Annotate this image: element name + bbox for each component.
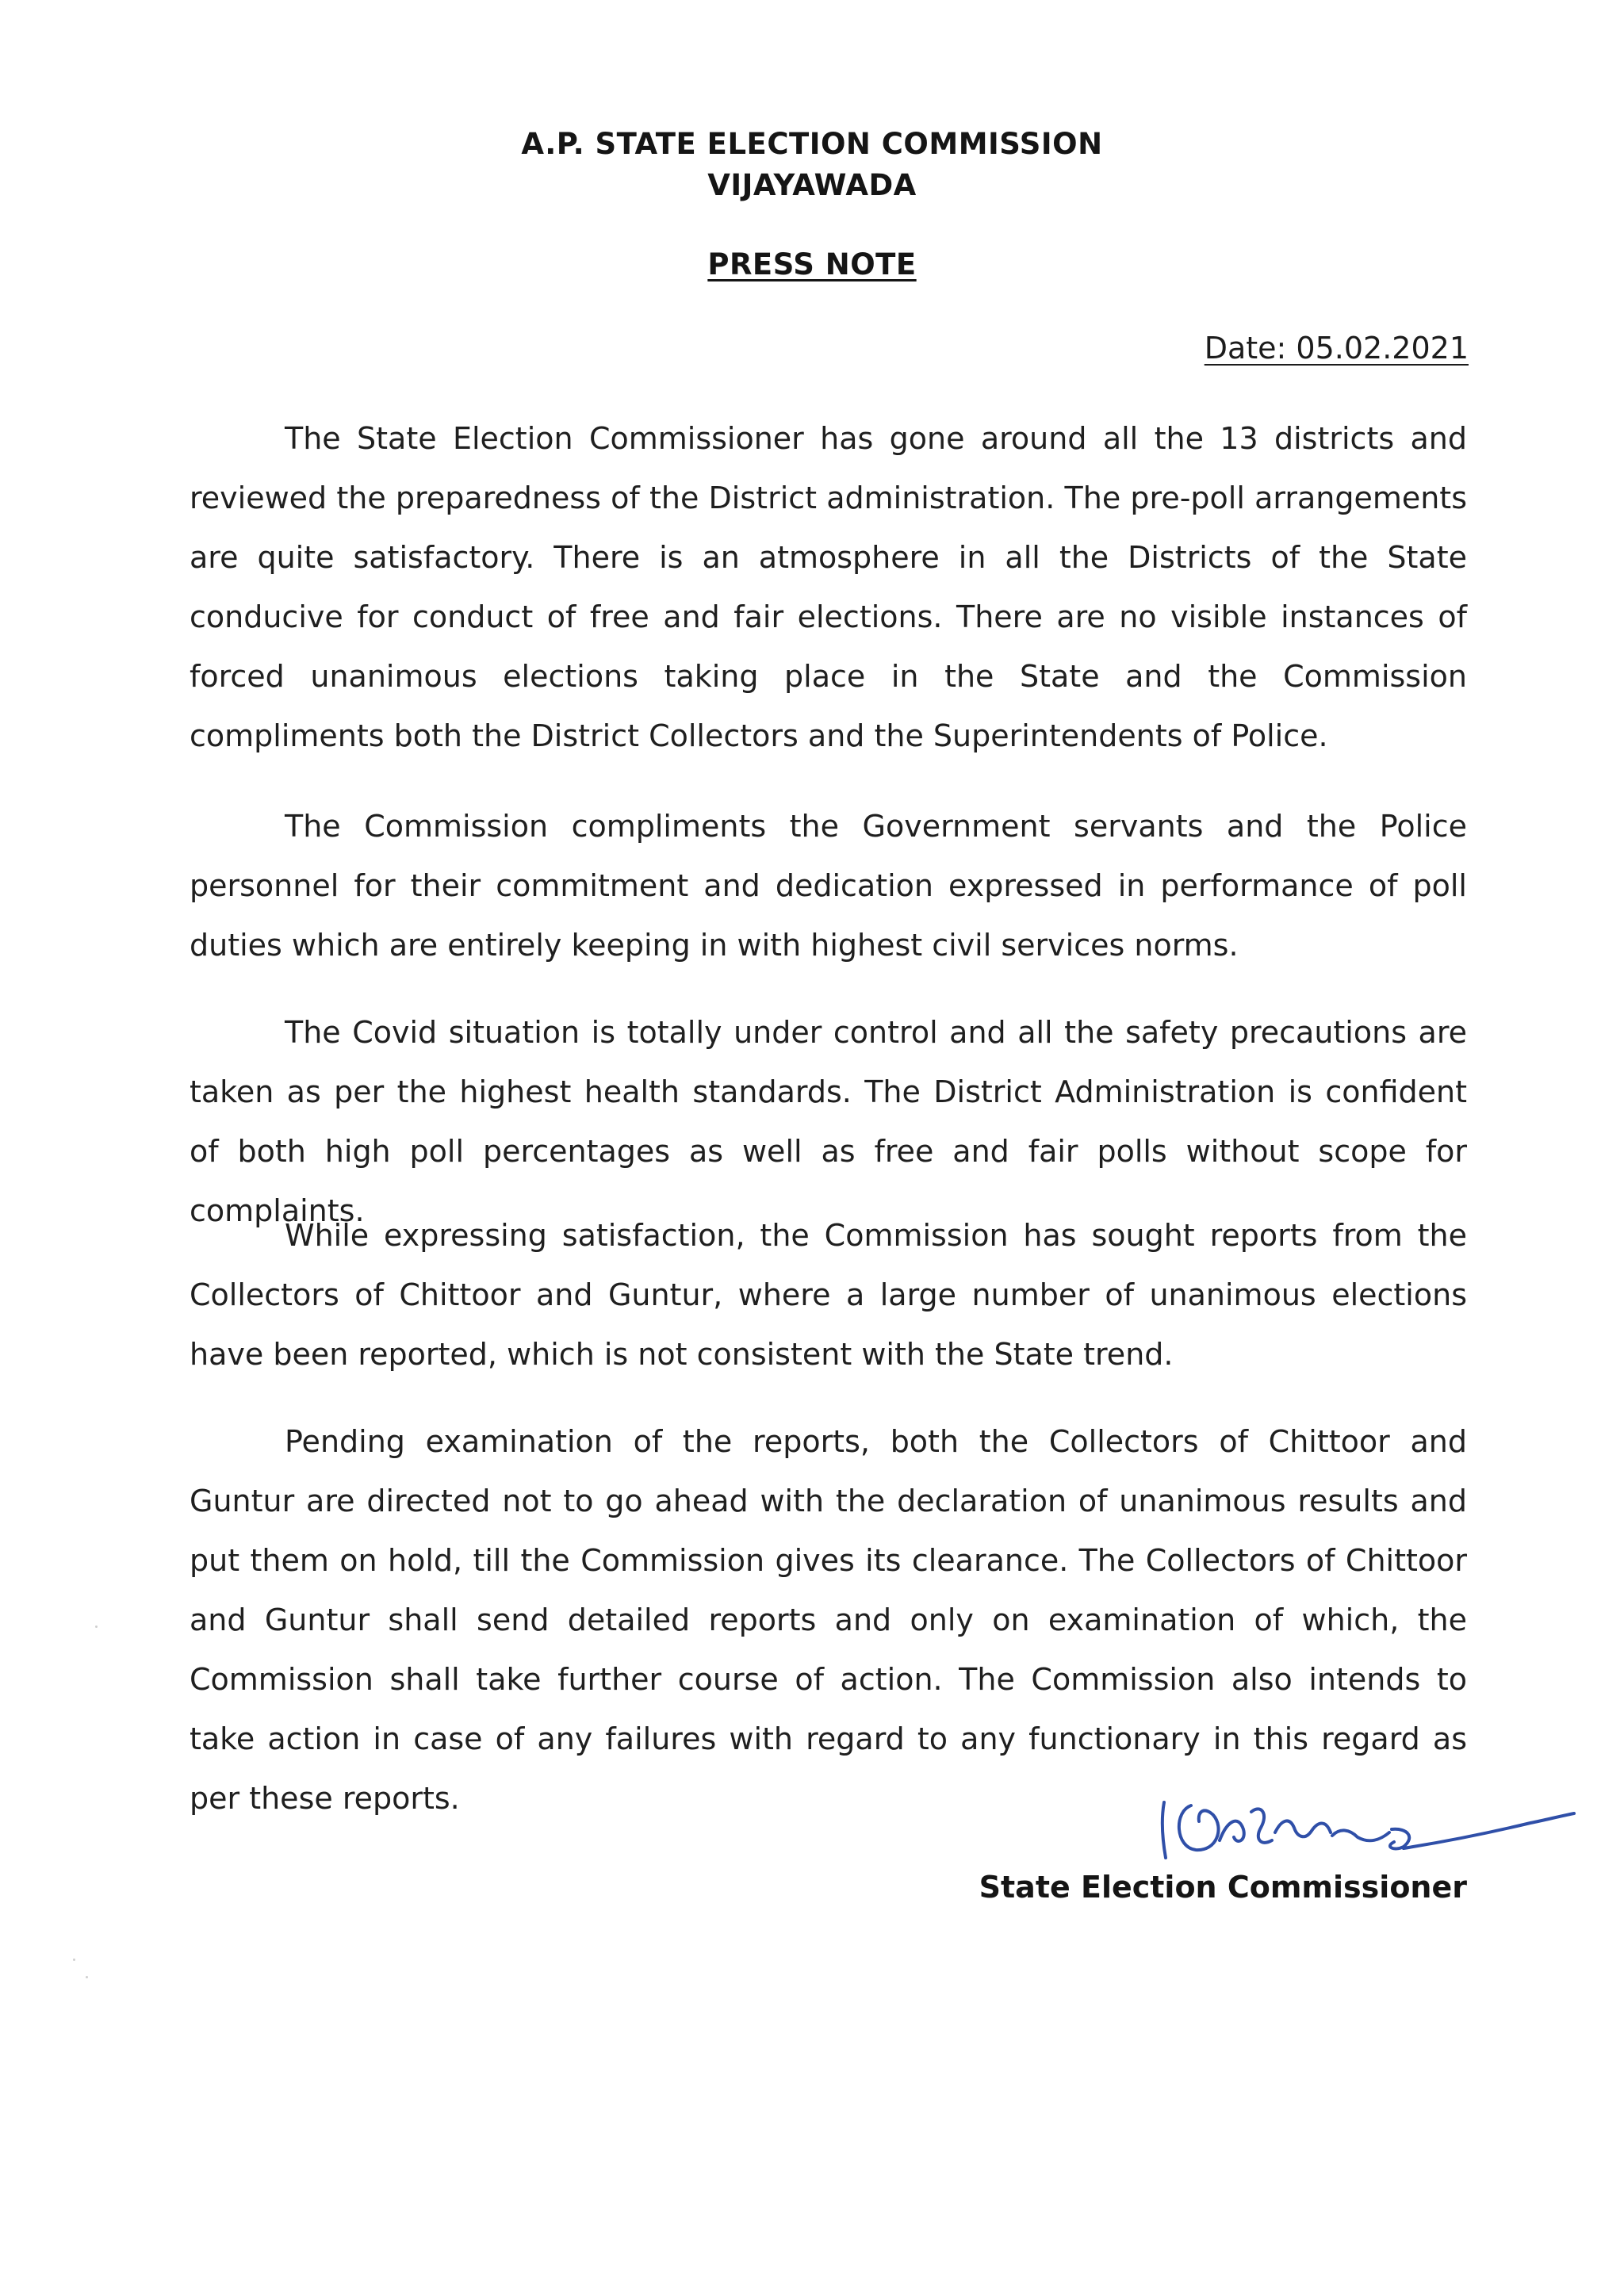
scan-speck xyxy=(95,1625,98,1628)
paragraph-5: Pending examination of the reports, both the Collectors of Chittoor and Guntur are directed not to go ahead with the declaration of unanimous results and put them on hold, till the Commission gives its clearance. The Collectors of Chittoor and Guntur shall send detailed reports and only on examination of which, the Commission shall take further course of action. The Commission also intends to take action in case of any failures with regard to any functionary in this regard as per these reports. xyxy=(190,1424,1467,1816)
handwritten-signature xyxy=(1142,1764,1586,1883)
paragraph-2: The Commission compliments the Government servants and the Police personnel for their commitment and dedication expressed in performance of poll duties which are entirely keeping in with highest civil services norms. xyxy=(190,809,1467,963)
document-type-heading: PRESS NOTE xyxy=(707,247,917,281)
paragraph-3: The Covid situation is totally under control and all the safety precautions are taken as per the highest health standards. The District Administration is confident of both high poll percentages as well as free and fair polls without scope for complaints. xyxy=(190,1015,1467,1228)
paragraph-4: While expressing satisfaction, the Commission has sought reports from the Collectors of Chittoor and Guntur, where a large number of unanimous elections have been reported, which is not consistent with the State trend. xyxy=(190,1218,1467,1372)
scan-speck xyxy=(73,1959,75,1961)
document-date: Date: 05.02.2021 xyxy=(1204,331,1469,366)
city-heading: VIJAYAWADA xyxy=(707,168,917,202)
scan-speck xyxy=(86,1976,88,1978)
signatory-title: State Election Commissioner xyxy=(979,1870,1467,1905)
organization-heading: A.P. STATE ELECTION COMMISSION xyxy=(521,127,1103,161)
paragraph-1: The State Election Commissioner has gone around all the 13 districts and reviewed the preparedness of the District administration. The pre-poll arrangements are quite satisfactory. There is an atmosphere in all the Districts of the State conducive for conduct of free and fair elections. There are no visible instances of forced unanimous elections taking place in the State and the Commission compliments both the District Collectors and the Superintendents of Police. xyxy=(190,421,1467,753)
